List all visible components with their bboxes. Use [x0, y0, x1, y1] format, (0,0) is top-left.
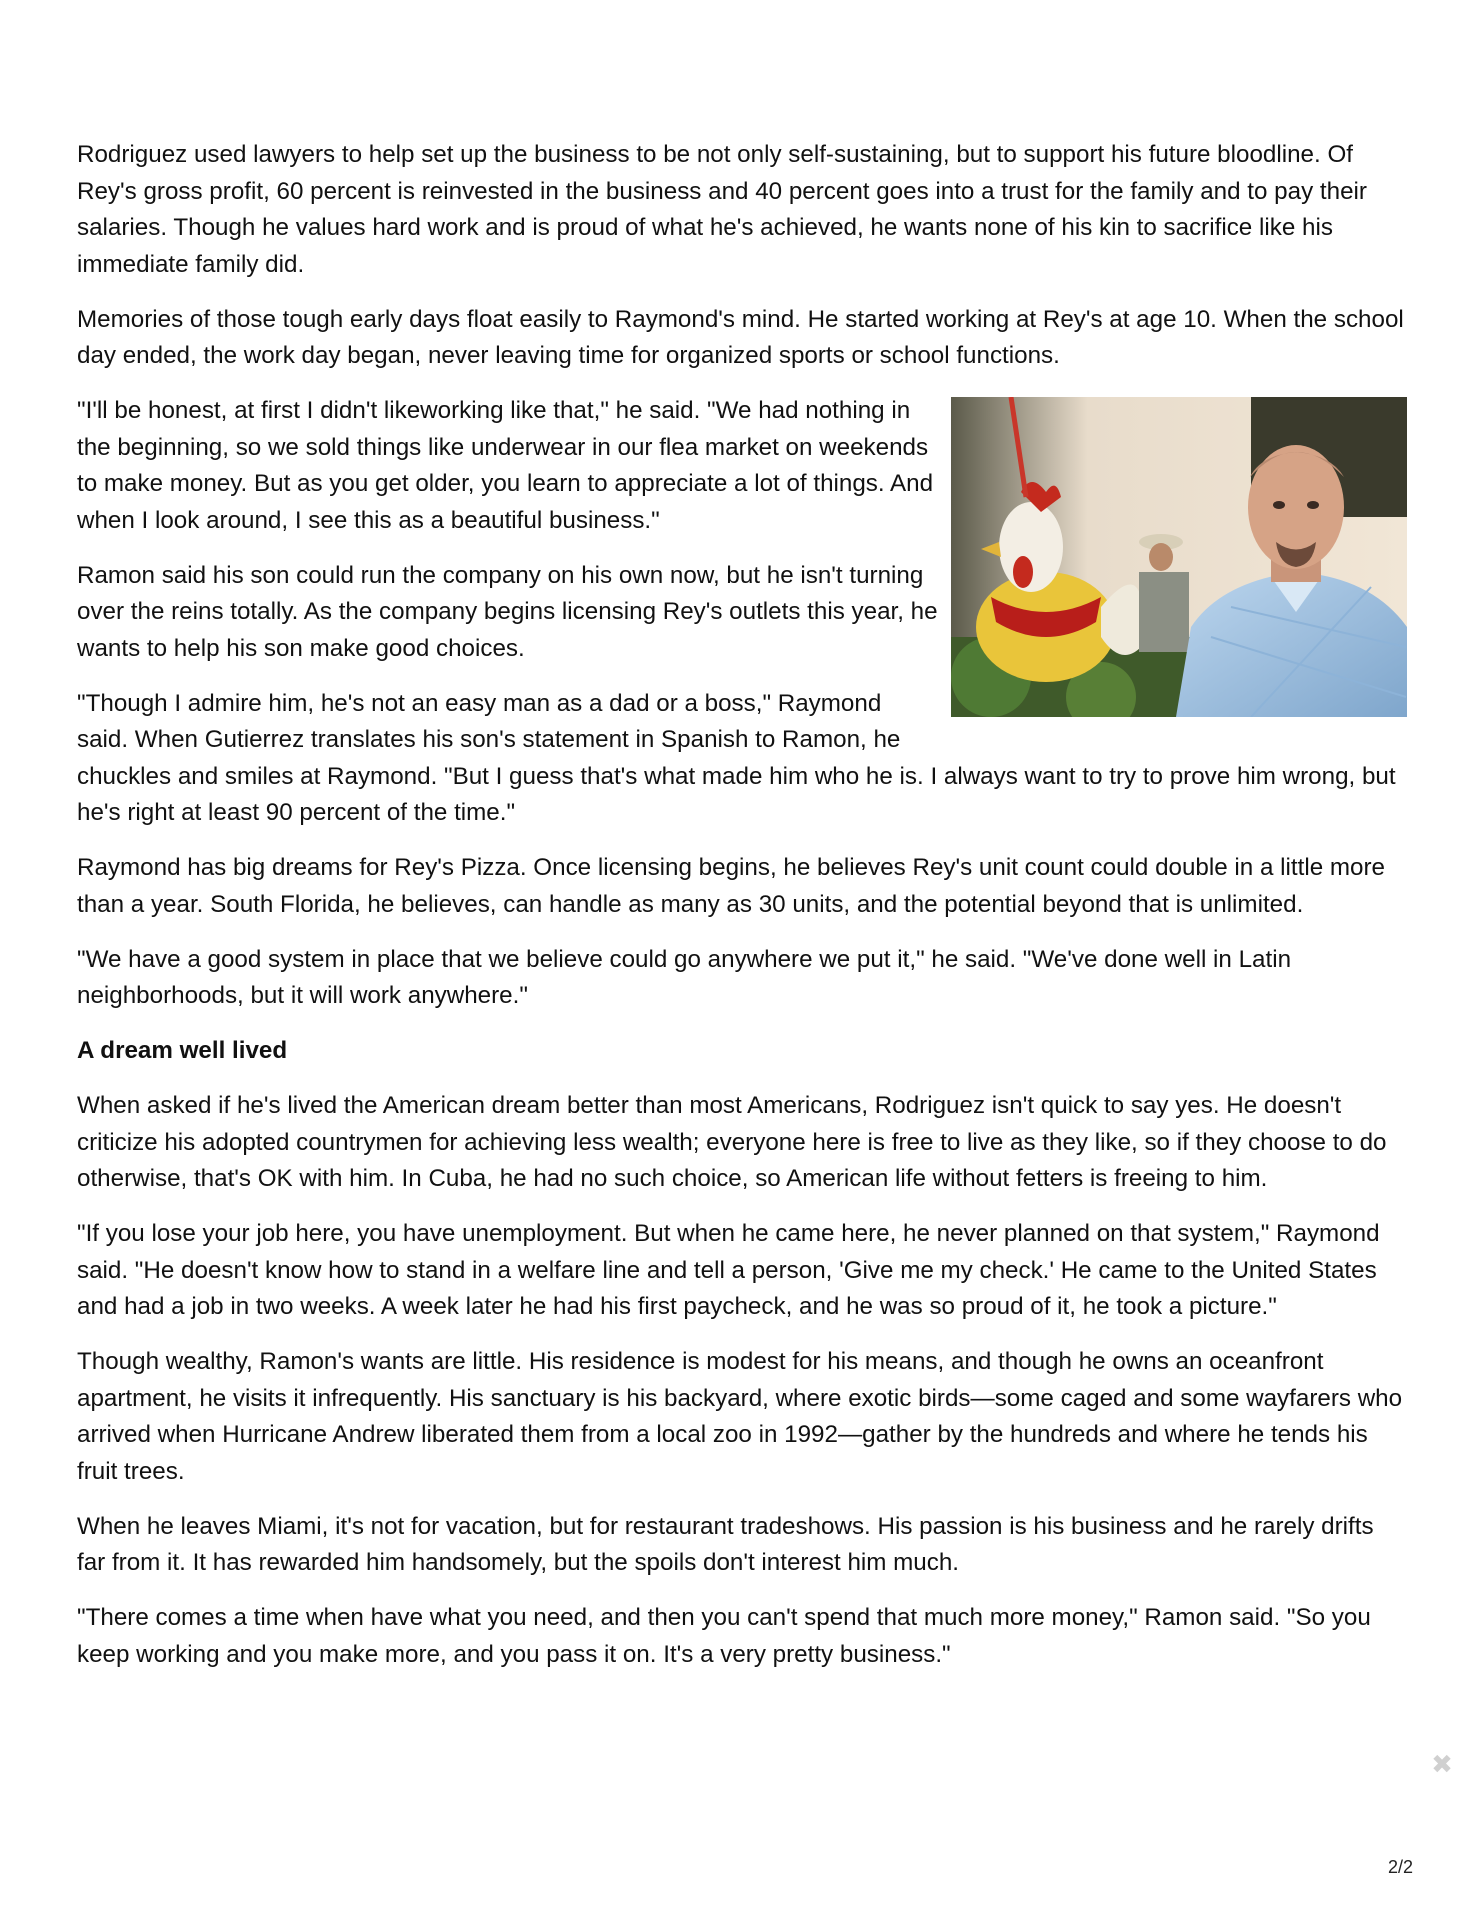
- paragraph: "There comes a time when have what you need, and then you can't spend that much more money," Ramon said. "So you keep working and you make more, and you pass it on. It's a very pretty business.": [77, 1604, 1371, 1668]
- article-body: [77, 137, 1407, 1692]
- paragraph: Though wealthy, Ramon's wants are little. His residence is modest for his means, and though he owns an oceanfront apartment, he visits it infrequently. His sanctuary is his backyard, where exotic birds—some caged and some wayfarers who arrived when Hurricane Andrew liberated them from a local zoo in 1992—gather by the hundreds and where he tends his fruit trees.: [77, 1348, 1403, 1485]
- paragraph: "If you lose your job here, you have unemployment. But when he came here, he never planned on that system," Raymond said. "He doesn't know how to stand in a welfare line and tell a person, 'Give me my check.' He came to the United States and had a job in two weeks. A week later he had his first paycheck, and he was so proud of it, he took a picture.": [77, 1220, 1380, 1320]
- paragraph: Raymond has big dreams for Rey's Pizza. Once licensing begins, he believes Rey's unit count could double in a little more than a year. South Florida, he believes, can handle as many as 30 units, and the potential beyond that is unlimited.: [77, 854, 1385, 918]
- page-number: 2/2: [1388, 1857, 1414, 1877]
- paragraph: "Though I admire him, he's not an easy man as a dad or a boss," Raymond said. When Gutierrez translates his son's statement in Spanish to Ramon, he chuckles and smiles at Raymond. "But I guess that's what made him who he is. I always want to try to prove him wrong, but he's right at least 90 percent of the time.": [77, 689, 1396, 826]
- photo-raymond-rooster: [951, 397, 1407, 717]
- paragraph: When he leaves Miami, it's not for vacation, but for restaurant tradeshows. His passion is his business and he rarely drifts far from it. It has rewarded him handsomely, but the spoils don't interest him much.: [77, 1512, 1374, 1576]
- paragraph: Rodriguez used lawyers to help set up the business to be not only self-sustaining, but to support his future bloodline. Of Rey's gross profit, 60 percent is reinvested in the business and 40 percent goes into a trust for the family and to pay their salaries. Though he values hard work and is proud of what he's achieved, he wants none of his kin to sacrifice like his immediate family did.: [77, 141, 1367, 278]
- paragraph: "I'll be honest, at first I didn't likeworking like that," he said. "We had nothing in the beginning, so we sold things like underwear in our flea market on weekends to make money. But as you get older, you learn to appreciate a lot of things. And when I look around, I see this as a beautiful business.": [77, 397, 934, 534]
- paragraph: Ramon said his son could run the company on his own now, but he isn't turning over the reins totally. As the company begins licensing Rey's outlets this year, he wants to help his son make good choices.: [77, 561, 938, 662]
- paragraph: When asked if he's lived the American dream better than most Americans, Rodriguez isn't quick to say yes. He doesn't criticize his adopted countrymen for achieving less wealth; everyone here is free to live as they like, so if they choose to do otherwise, that's OK with him. In Cuba, he had no such choice, so American life without fetters is freeing to him.: [77, 1092, 1387, 1192]
- section-subheading: A dream well lived: [77, 1037, 288, 1064]
- close-icon[interactable]: ✖: [1431, 1749, 1453, 1779]
- paragraph: Memories of those tough early days float easily to Raymond's mind. He started working at Rey's at age 10. When the school day ended, the work day began, never leaving time for organized sports or school functions.: [77, 305, 1404, 369]
- paragraph: "We have a good system in place that we believe could go anywhere we put it," he said. "We've done well in Latin neighborhoods, but it will work anywhere.": [77, 945, 1292, 1009]
